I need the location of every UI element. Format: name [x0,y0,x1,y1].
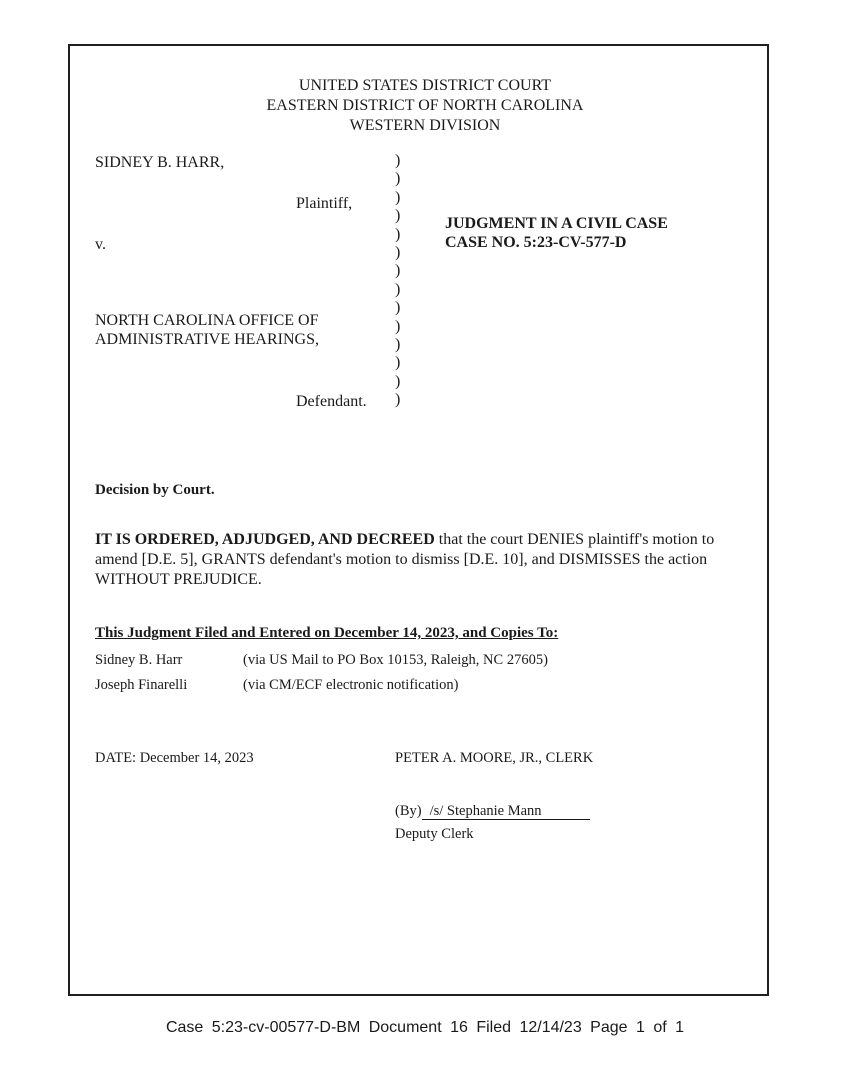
defendant-role: Defendant. [296,393,367,410]
caption-parentheses [395,152,400,409]
order-lead: IT IS ORDERED, ADJUDGED, AND DECREED [95,531,435,548]
plaintiff-role: Plaintiff, [296,195,353,212]
paren: ) [395,280,401,298]
paren: ) [395,170,401,188]
clerk-name: PETER A. MOORE, JR., CLERK [395,750,594,766]
recipient-name: Joseph Finarelli [95,677,188,693]
judgment-title: JUDGMENT IN A CIVIL CASE [445,215,668,232]
plaintiff-name: SIDNEY B. HARR, [95,154,225,171]
paren: ) [395,354,401,372]
defendant-name-line2: ADMINISTRATIVE HEARINGS, [95,331,319,348]
paren: ) [395,391,401,409]
page-footer: Case 5:23-cv-00577-D-BM Document 16 Filed 12/14/23 Page 1 of 1 [165,1019,685,1036]
judgment-date: DATE: December 14, 2023 [95,750,254,766]
document-border [68,44,769,996]
deputy-clerk-title: Deputy Clerk [395,826,474,842]
paren: ) [395,225,401,243]
signature: /s/ Stephanie Mann [422,803,590,820]
copies-heading: This Judgment Filed and Entered on December 14, 2023, and Copies To: [95,625,559,641]
recipient-method: (via US Mail to PO Box 10153, Raleigh, NC 27605) [243,652,548,668]
paren: ) [395,152,401,169]
recipient-method: (via CM/ECF electronic notification) [243,677,459,693]
court-district: EASTERN DISTRICT OF NORTH CAROLINA [266,97,584,114]
order-text: that the court DENIES plaintiff's motion to amend [D.E. 5], GRANTS defendant's motion to dismiss [D.E. 10], and DISMISSES the action WITHOUT PREJUDICE. [95,531,715,588]
decision-heading: Decision by Court. [95,482,215,498]
paren: ) [395,317,401,335]
versus: v. [95,236,106,253]
paren: ) [395,335,401,353]
court-division: WESTERN DIVISION [349,117,501,134]
order-paragraph [95,530,755,590]
defendant-name-line1: NORTH CAROLINA OFFICE OF [95,312,319,329]
paren: ) [395,299,401,317]
paren: ) [395,207,401,225]
court-name: UNITED STATES DISTRICT COURT [298,77,552,94]
paren: ) [395,372,401,390]
by-label: (By) [395,803,422,819]
recipient-name: Sidney B. Harr [95,652,183,668]
paren: ) [395,243,401,261]
paren: ) [395,188,401,206]
signature-line [395,801,590,821]
case-number: CASE NO. 5:23-CV-577-D [445,234,627,251]
paren: ) [395,262,401,280]
